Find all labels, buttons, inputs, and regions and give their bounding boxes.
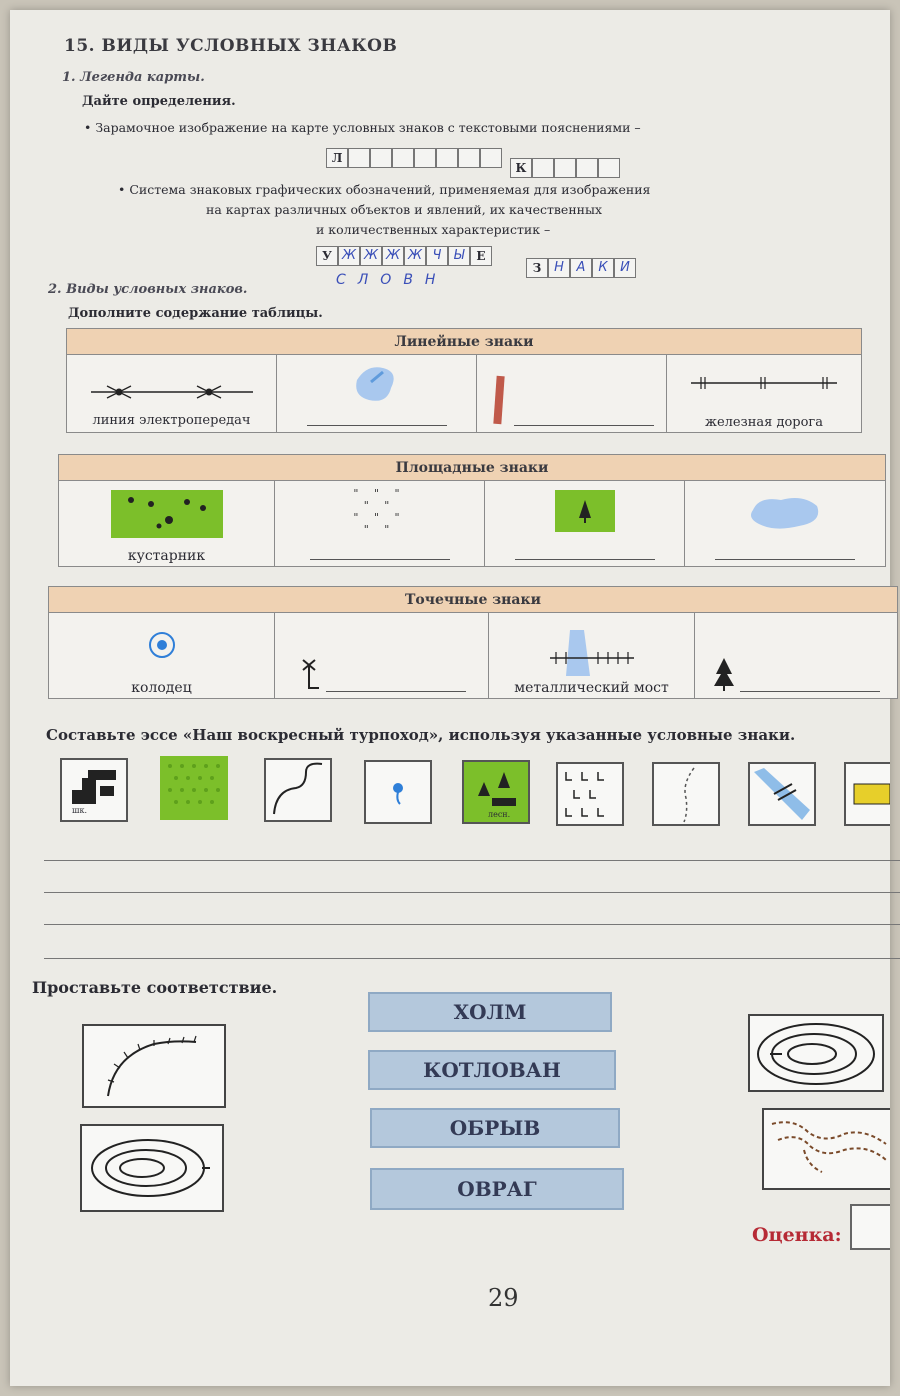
handwritten-note: СЛОВН bbox=[336, 272, 448, 288]
answer-blank[interactable] bbox=[515, 546, 655, 560]
orchard-sign bbox=[160, 756, 228, 820]
letter-cell[interactable]: Ч bbox=[426, 246, 448, 266]
forestry-label: лесн. bbox=[488, 810, 511, 819]
forest-area-icon bbox=[555, 490, 615, 532]
well-icon bbox=[147, 630, 177, 660]
trail-sign bbox=[652, 762, 720, 826]
letter-cell[interactable] bbox=[480, 148, 502, 168]
area-cell-shrubs bbox=[59, 481, 275, 567]
essay-line-1[interactable] bbox=[44, 860, 900, 861]
essay-line-4[interactable] bbox=[44, 958, 900, 959]
definition-1: • Зарамочное изображение на карте условных знаков с текстовыми пояснениями – bbox=[84, 120, 641, 135]
hill-contour-icon bbox=[82, 1126, 222, 1210]
letter-cell[interactable] bbox=[414, 148, 436, 168]
letter-cell[interactable]: Е bbox=[470, 246, 492, 266]
letter-cell[interactable] bbox=[458, 148, 480, 168]
letter-cell[interactable]: К bbox=[510, 158, 532, 178]
pit-contour-icon bbox=[750, 1016, 882, 1090]
point-cell-well bbox=[49, 613, 275, 699]
cell-label: кустарник bbox=[127, 548, 206, 564]
essay-line-2[interactable] bbox=[44, 892, 900, 893]
forestry-sign bbox=[462, 760, 530, 824]
letter-cell[interactable] bbox=[348, 148, 370, 168]
match-option-ravine[interactable]: ОВРАГ bbox=[370, 1168, 624, 1210]
task2-instruction: Дополните содержание таблицы. bbox=[68, 306, 323, 321]
match-prompt: Проставьте соответствие. bbox=[32, 978, 278, 997]
pit-picture[interactable] bbox=[748, 1014, 884, 1092]
answer-blank[interactable] bbox=[740, 678, 880, 692]
area-signs-table bbox=[58, 454, 886, 567]
point-cell-windmill bbox=[275, 613, 489, 699]
river-icon bbox=[347, 360, 407, 408]
match-option-hill[interactable]: ХОЛМ bbox=[368, 992, 612, 1032]
point-cell-tree bbox=[695, 613, 898, 699]
swamp-sign bbox=[556, 762, 624, 826]
letter-cell[interactable]: Ж bbox=[404, 246, 426, 266]
linear-cell-power-line bbox=[67, 355, 277, 433]
linear-signs-table bbox=[66, 328, 862, 433]
orchard-icon bbox=[162, 758, 226, 818]
answer-cells-signs-word2[interactable] bbox=[526, 258, 636, 278]
answer-blank[interactable] bbox=[326, 678, 466, 692]
letter-cell[interactable]: К bbox=[592, 258, 614, 278]
answer-blank[interactable] bbox=[715, 546, 855, 560]
ravine-picture[interactable] bbox=[762, 1108, 890, 1190]
grade-label: Оценка: bbox=[752, 1224, 842, 1246]
point-cell-bridge bbox=[489, 613, 695, 699]
cell-label: железная дорога bbox=[705, 415, 823, 430]
cell-label: металлический мост bbox=[514, 680, 669, 696]
area-signs-title: Площадные знаки bbox=[59, 455, 886, 481]
cell-label: линия электропередач bbox=[92, 413, 251, 428]
letter-cell[interactable]: З bbox=[526, 258, 548, 278]
definition-2-line1: • Система знаковых графических обозначений, применяемая для изображения bbox=[118, 182, 651, 197]
answer-blank[interactable] bbox=[514, 412, 654, 426]
point-signs-table bbox=[48, 586, 898, 699]
metal-bridge-icon bbox=[542, 630, 642, 676]
conifer-tree-icon bbox=[712, 656, 736, 692]
letter-cell[interactable] bbox=[436, 148, 458, 168]
task2-heading: 2. Виды условных знаков. bbox=[48, 282, 248, 297]
spring-sign bbox=[364, 760, 432, 824]
railway-icon bbox=[689, 373, 839, 393]
cliff-picture[interactable] bbox=[82, 1024, 226, 1108]
letter-cell[interactable]: Л bbox=[326, 148, 348, 168]
letter-cell[interactable] bbox=[576, 158, 598, 178]
letter-cell[interactable] bbox=[532, 158, 554, 178]
letter-cell[interactable]: Ж bbox=[338, 246, 360, 266]
hill-picture[interactable] bbox=[80, 1124, 224, 1212]
ravine-icon bbox=[764, 1110, 890, 1188]
letter-cell[interactable]: А bbox=[570, 258, 592, 278]
letter-cell[interactable] bbox=[598, 158, 620, 178]
meadow-icon: " " " " " " " " " " bbox=[353, 487, 406, 536]
page-title: 15. ВИДЫ УСЛОВНЫХ ЗНАКОВ bbox=[64, 36, 398, 56]
linear-cell-road bbox=[477, 355, 667, 433]
area-cell-lake bbox=[685, 481, 886, 567]
windmill-icon bbox=[297, 656, 321, 692]
spring-icon bbox=[366, 762, 430, 822]
river-bridge-sign bbox=[748, 762, 816, 826]
letter-cell[interactable]: Ж bbox=[382, 246, 404, 266]
linear-cell-railway bbox=[667, 355, 862, 433]
page-number: 29 bbox=[488, 1284, 519, 1312]
yellow-field-icon bbox=[846, 764, 890, 824]
answer-cells-legend-word1[interactable] bbox=[326, 148, 502, 168]
swamp-icon bbox=[558, 764, 622, 824]
task1-instruction: Дайте определения. bbox=[82, 94, 236, 109]
answer-blank[interactable] bbox=[310, 546, 450, 560]
answer-cells-signs-word1[interactable] bbox=[316, 246, 492, 266]
essay-prompt: Составьте эссе «Наш воскресный турпоход», используя указанные условные знаки. bbox=[46, 726, 796, 744]
task1-heading: 1. Легенда карты. bbox=[62, 70, 205, 85]
letter-cell[interactable] bbox=[554, 158, 576, 178]
grade-box[interactable] bbox=[850, 1204, 890, 1250]
linear-cell-river bbox=[277, 355, 477, 433]
shrubs-icon bbox=[111, 490, 223, 538]
path-sign bbox=[264, 758, 332, 822]
letter-cell[interactable]: Н bbox=[548, 258, 570, 278]
linear-signs-title: Линейные знаки bbox=[67, 329, 862, 355]
path-icon bbox=[266, 760, 330, 820]
river-bridge-icon bbox=[750, 764, 814, 824]
letter-cell[interactable] bbox=[392, 148, 414, 168]
letter-cell[interactable]: У bbox=[316, 246, 338, 266]
point-signs-title: Точечные знаки bbox=[49, 587, 898, 613]
school-label: шк. bbox=[72, 806, 87, 815]
letter-cell[interactable]: Ы bbox=[448, 246, 470, 266]
field-sign bbox=[844, 762, 890, 826]
answer-cells-legend-word2[interactable] bbox=[510, 158, 620, 178]
power-line-icon bbox=[87, 380, 257, 404]
lake-icon bbox=[745, 492, 825, 532]
cell-label: колодец bbox=[131, 680, 192, 696]
letter-cell[interactable] bbox=[370, 148, 392, 168]
match-option-pit[interactable]: КОТЛОВАН bbox=[368, 1050, 616, 1090]
match-option-cliff[interactable]: ОБРЫВ bbox=[370, 1108, 620, 1148]
road-icon bbox=[489, 374, 509, 426]
letter-cell[interactable]: И bbox=[614, 258, 636, 278]
answer-blank[interactable] bbox=[307, 412, 447, 426]
workbook-page bbox=[10, 10, 890, 1386]
definition-2-line3: и количественных характеристик – bbox=[316, 222, 551, 237]
trail-icon bbox=[654, 764, 718, 824]
essay-line-3[interactable] bbox=[44, 924, 900, 925]
area-cell-meadow bbox=[275, 481, 485, 567]
letter-cell[interactable]: Ж bbox=[360, 246, 382, 266]
cliff-contour-icon bbox=[84, 1026, 224, 1106]
school-sign bbox=[60, 758, 128, 822]
area-cell-forest bbox=[485, 481, 685, 567]
definition-2-line2: на картах различных объектов и явлений, их качественных bbox=[206, 202, 602, 217]
